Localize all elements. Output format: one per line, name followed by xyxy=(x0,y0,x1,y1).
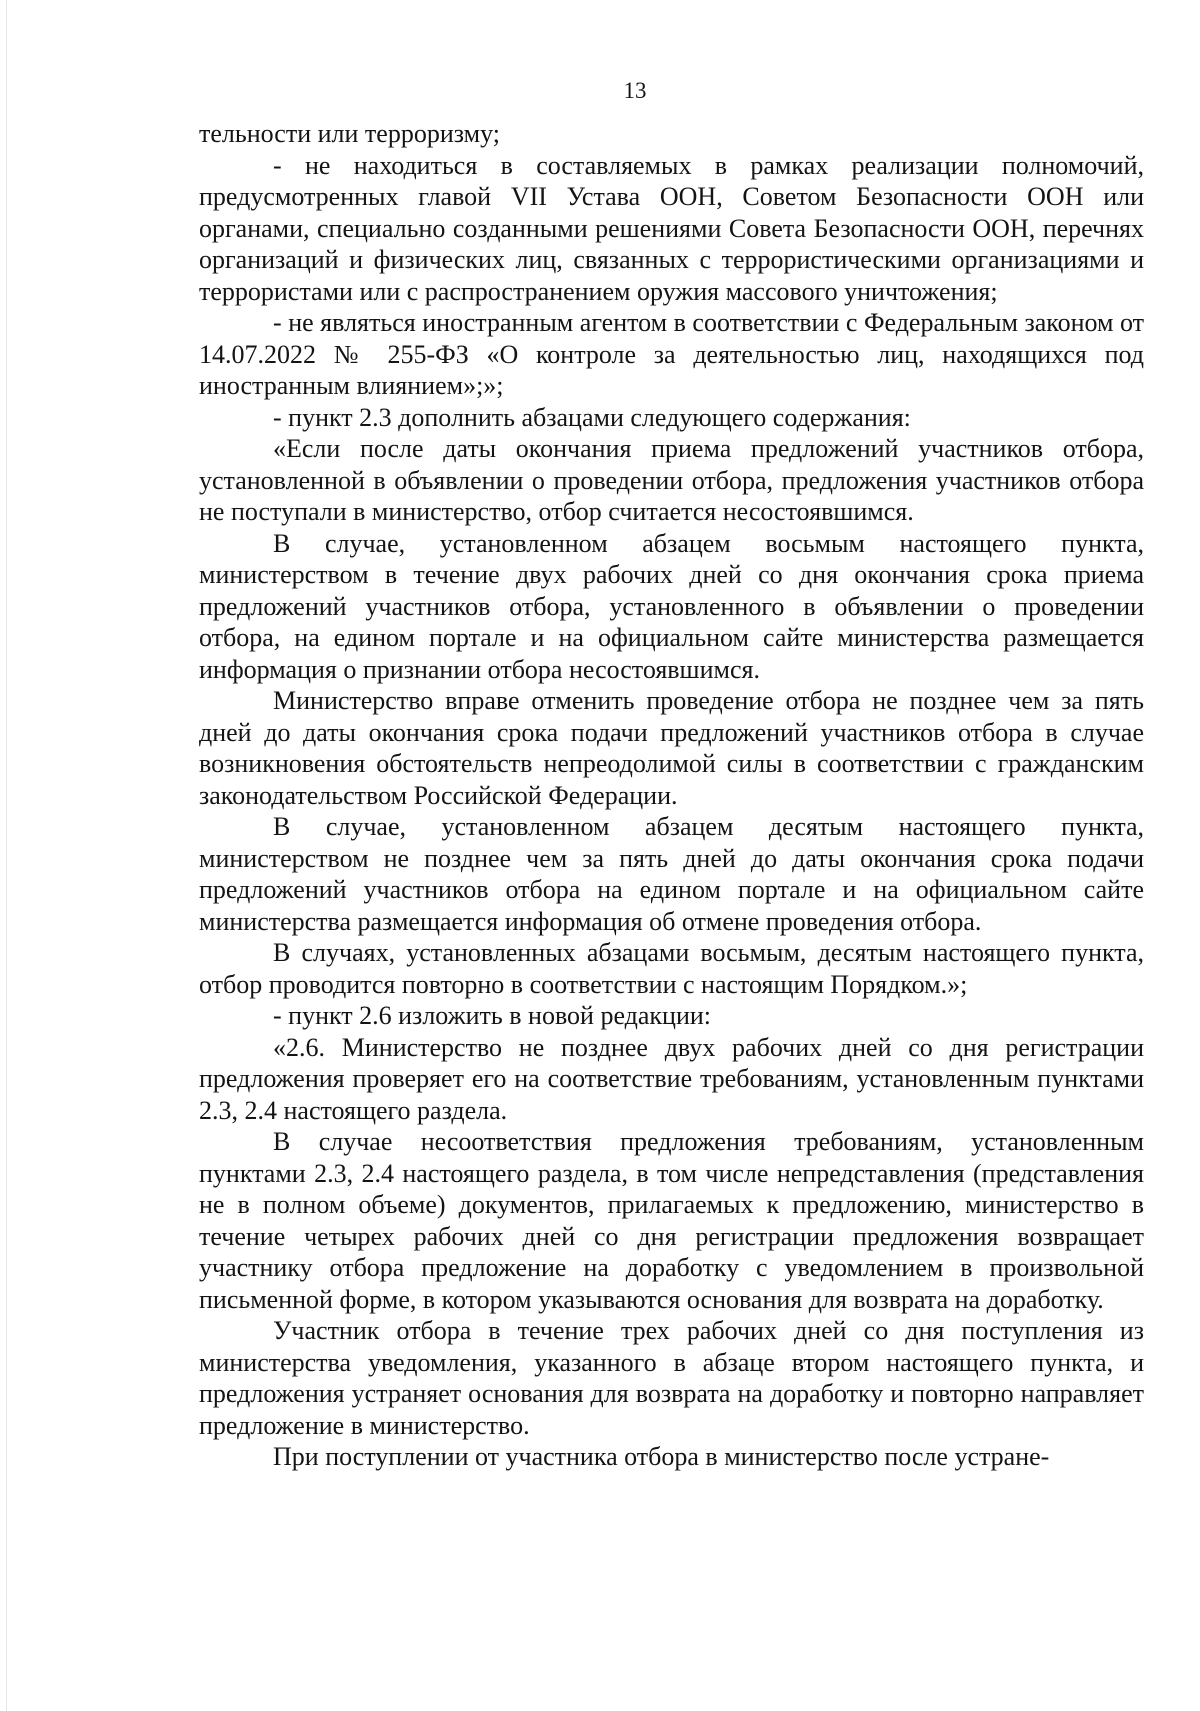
paragraph-amend-2-6: - пункт 2.6 изложить в новой редакции: xyxy=(273,1001,712,1030)
paragraph-non-compliance: В случае несоответствия предложения требованиям, установленным пунктами 2.3, 2.4 настоящего раздела, в том числе непредставления (представления не в полном объеме) документов, прилагаемых к предложению, министерство в течение четырех рабочих дней со дня регистрации предложения возвращает участнику отбора предложение на доработку с уведомлением в произвольной письменной форме, в котором указываются основания для возврата на доработку. xyxy=(199,1127,1144,1314)
page-number: 13 xyxy=(623,78,647,103)
paragraph-after-fix: При поступлении от участника отбора в министерство после устране- xyxy=(273,1442,1050,1471)
scan-edge-mark xyxy=(6,0,7,1711)
paragraph-repeat-selection: В случаях, установленных абзацами восьмым, десятым настоящего пункта, отбор проводится повторно в соответствии с настоящим Порядком.»; xyxy=(199,938,1144,999)
paragraph-continuation: тельности или терроризму; xyxy=(199,119,500,148)
paragraph-2-6-check: «2.6. Министерство не позднее двух рабочих дней со дня регистрации предложения проверяет его на соответствие требованиям, установленным пунктами 2.3, 2.4 настоящего раздела. xyxy=(199,1032,1144,1125)
document-body xyxy=(199,118,1144,1473)
paragraph-cancel-selection: Министерство вправе отменить проведение отбора не позднее чем за пять дней до даты окончания срока подачи предложений участников отбора в случае возникновения обстоятельств непреодолимой силы в соответствии с гражданским законодательством Российской Федерации. xyxy=(199,686,1144,810)
paragraph-un-lists: - не находиться в составляемых в рамках реализации полномочий, предусмотренных главой VII Устава ООН, Советом Безопасности ООН или органами, специально созданными решениями Совета Безопасности ООН, перечнях организаций и физических лиц, связанных с террористическими организациями и террористами или с распространением оружия массового уничтожения; xyxy=(199,150,1144,306)
paragraph-failed-selection-info: В случае, установленном абзацем восьмым настоящего пункта, министерством в течение двух рабочих дней со дня окончания срока приема предложений участников отбора, установленного в объявлении о проведении отбора, на едином портале и на официальном сайте министерства размещается информация о признании отбора несостоявшимся. xyxy=(199,528,1144,684)
paragraph-cancel-info: В случае, установленном абзацем десятым настоящего пункта, министерством не позднее чем за пять дней до даты окончания срока подачи предложений участников отбора на едином портале и на официальном сайте министерства размещается информация об отмене проведения отбора. xyxy=(199,812,1144,936)
paragraph-amend-2-3: - пункт 2.3 дополнить абзацами следующего содержания: xyxy=(273,402,911,432)
paragraph-no-proposals: «Если после даты окончания приема предложений участников отбора, установленной в объявлении о проведении отбора, предложения участников отбора не поступали в министерство, отбор считается несостоявшимся. xyxy=(199,434,1144,526)
paragraph-foreign-agent: - не являться иностранным агентом в соответствии с Федеральным законом от 14.07.2022 № 255-ФЗ «О контроле за деятельностью лиц, находящихся под иностранным влиянием»;»; xyxy=(199,308,1144,400)
paragraph-participant-fix: Участник отбора в течение трех рабочих дней со дня поступления из министерства уведомления, указанного в абзаце втором настоящего пункта, и предложения устраняет основания для возврата на доработку и повторно направляет предложение в министерство. xyxy=(199,1316,1144,1440)
